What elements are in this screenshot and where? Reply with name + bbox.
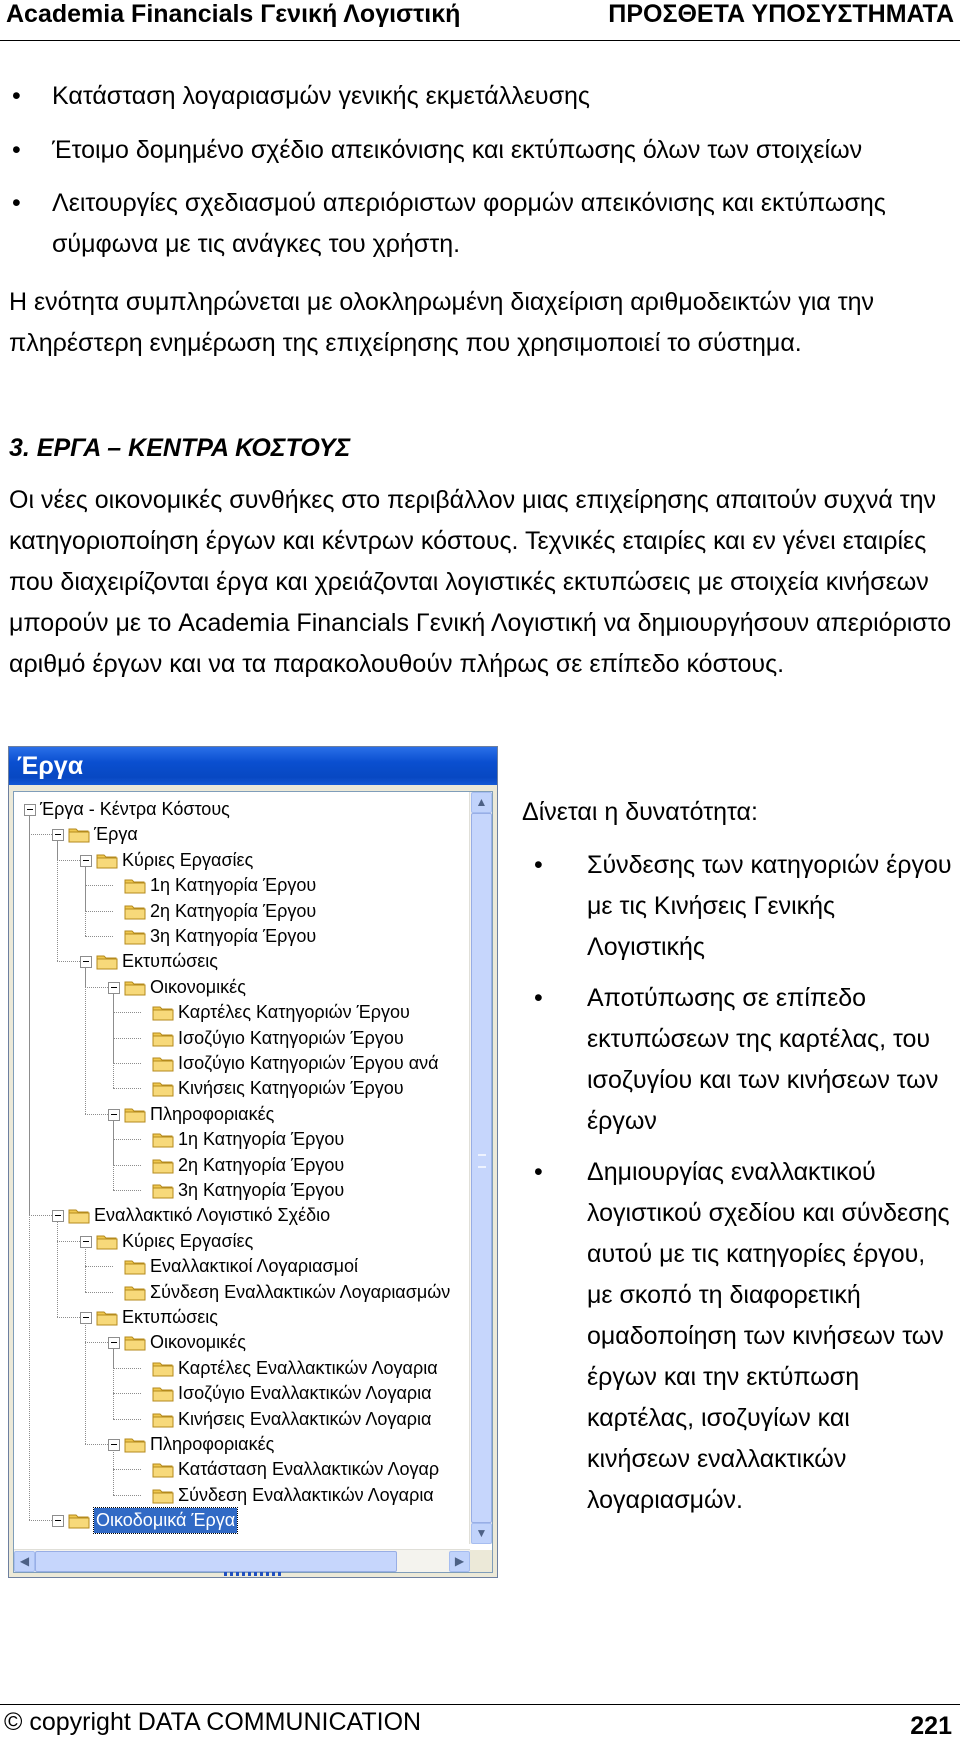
tree-node[interactable] bbox=[14, 1356, 470, 1381]
list-item-text: Αποτύπωσης σε επίπεδο εκτυπώσεων της καρτέλας, του ισοζυγίου και των κινήσεων των έργων bbox=[587, 984, 939, 1135]
tree-node-label: Καρτέλες Εναλλακτικών Λογαρια bbox=[178, 1357, 438, 1378]
window-title: Έργα bbox=[9, 747, 497, 785]
folder-icon bbox=[152, 1359, 174, 1376]
tree-node[interactable] bbox=[14, 1432, 470, 1457]
tree-node-label: 1η Κατηγορία Έργου bbox=[150, 875, 317, 896]
folder-icon bbox=[68, 825, 90, 842]
folder-icon bbox=[124, 1105, 146, 1122]
header-section: ΠΡΟΣΘΕΤΑ ΥΠΟΣΥΣΤΗΜΑΤΑ bbox=[608, 0, 954, 28]
tree-node-label: 2η Κατηγορία Έργου bbox=[178, 1154, 345, 1175]
tree-node[interactable] bbox=[14, 797, 470, 822]
collapse-icon[interactable] bbox=[108, 1439, 120, 1451]
tree-node-label: Οικοδομικά Έργα bbox=[94, 1508, 237, 1533]
list-item bbox=[522, 978, 952, 1142]
scroll-down-button[interactable] bbox=[471, 1523, 492, 1544]
section-title: 3. ΕΡΓΑ – ΚΕΝΤΡΑ ΚΟΣΤΟΥΣ bbox=[9, 434, 351, 462]
tree-node[interactable] bbox=[14, 873, 470, 898]
tree-node-label: Σύνδεση Εναλλακτικών Λογαριασμών bbox=[150, 1281, 451, 1302]
tree-node[interactable] bbox=[14, 822, 470, 847]
folder-icon bbox=[96, 851, 118, 868]
folder-icon bbox=[124, 927, 146, 944]
page-number: 221 bbox=[910, 1712, 952, 1740]
collapse-icon[interactable] bbox=[80, 1236, 92, 1248]
tree-node-label: Κινήσεις Κατηγοριών Έργου bbox=[178, 1078, 404, 1099]
tree-node[interactable] bbox=[14, 924, 470, 949]
folder-icon bbox=[68, 1206, 90, 1223]
folder-icon bbox=[96, 1232, 118, 1249]
folder-icon bbox=[124, 902, 146, 919]
tree-node[interactable] bbox=[14, 1076, 470, 1101]
page-footer bbox=[0, 1704, 960, 1741]
tree-node[interactable] bbox=[14, 1381, 470, 1406]
tree-node-label: Έργα - Κέντρα Κόστους bbox=[40, 799, 230, 819]
folder-icon bbox=[152, 1029, 174, 1046]
features-intro: Δίνεται η δυνατότητα: bbox=[522, 798, 758, 826]
resize-grip-icon bbox=[224, 1572, 284, 1576]
folder-icon bbox=[124, 876, 146, 893]
collapse-icon[interactable] bbox=[24, 804, 36, 816]
tree-node[interactable] bbox=[14, 949, 470, 974]
folder-icon bbox=[124, 1283, 146, 1300]
tree-node-label: 2η Κατηγορία Έργου bbox=[150, 900, 317, 921]
list-item-text: Σύνδεσης των κατηγοριών έργου με τις Κινήσεις Γενικής Λογιστικής bbox=[587, 851, 952, 961]
list-item bbox=[0, 130, 960, 171]
tree-node[interactable] bbox=[14, 1330, 470, 1355]
tree-node[interactable] bbox=[14, 1305, 470, 1330]
chevron-left-icon: ◀ bbox=[19, 1554, 30, 1568]
collapse-icon[interactable] bbox=[108, 1337, 120, 1349]
folder-icon bbox=[68, 1511, 90, 1528]
bullet-icon: • bbox=[534, 984, 543, 1012]
folder-icon bbox=[152, 1079, 174, 1096]
features-column bbox=[522, 792, 952, 1531]
list-item-text: Κατάσταση λογαριασμών γενικής εκμετάλλευσης bbox=[52, 82, 590, 110]
tree-connector bbox=[57, 840, 58, 961]
tree-node-label: Εκτυπώσεις bbox=[122, 951, 218, 972]
scroll-thumb-horizontal[interactable] bbox=[35, 1551, 397, 1572]
tree-connector bbox=[85, 967, 86, 1113]
folder-icon bbox=[152, 1003, 174, 1020]
tree-node[interactable] bbox=[14, 1026, 470, 1051]
tree-node-label: Οικονομικές bbox=[150, 976, 246, 997]
bullet-icon: • bbox=[534, 851, 543, 879]
chevron-down-icon: ▼ bbox=[475, 1526, 488, 1540]
tree-node[interactable] bbox=[14, 1051, 470, 1076]
tree-node[interactable] bbox=[14, 1407, 470, 1432]
tree-node[interactable] bbox=[14, 1508, 470, 1533]
folder-icon bbox=[152, 1384, 174, 1401]
list-item-text: Έτοιμο δομημένο σχέδιο απεικόνισης και εκτύπωσης όλων των στοιχείων bbox=[52, 136, 863, 164]
tree-connector bbox=[29, 815, 30, 1520]
tree-node[interactable] bbox=[14, 975, 470, 1000]
chevron-up-icon: ▲ bbox=[475, 795, 488, 809]
tree-node[interactable] bbox=[14, 1229, 470, 1254]
tree-node-label: Εκτυπώσεις bbox=[122, 1307, 218, 1327]
window-resize-bar[interactable] bbox=[9, 1571, 497, 1577]
bullet-icon: • bbox=[12, 82, 21, 110]
projects-window bbox=[8, 746, 498, 1578]
tree-node-label: Πληροφοριακές bbox=[150, 1103, 275, 1124]
folder-icon bbox=[152, 1410, 174, 1427]
paragraph-ratios: Η ενότητα συμπληρώνεται με ολοκληρωμένη διαχείριση αριθμοδεικτών για την πληρέστερη ενημέρωση της επιχείρησης που χρησιμοποιεί το σύστημα. bbox=[9, 288, 874, 357]
tree-view[interactable] bbox=[13, 791, 493, 1573]
collapse-icon[interactable] bbox=[80, 1312, 92, 1324]
vertical-scrollbar[interactable] bbox=[469, 792, 492, 1544]
list-item bbox=[0, 183, 960, 265]
tree-canvas bbox=[14, 792, 470, 1544]
tree-node-label: 3η Κατηγορία Έργου bbox=[150, 926, 317, 946]
page-header bbox=[0, 0, 960, 41]
top-bullet-list bbox=[0, 76, 960, 278]
folder-icon bbox=[152, 1486, 174, 1503]
tree-node[interactable] bbox=[14, 1254, 470, 1279]
tree-node-label: Εναλλακτικοί Λογαριασμοί bbox=[150, 1256, 359, 1277]
tree-connector bbox=[113, 993, 114, 1089]
folder-icon bbox=[152, 1460, 174, 1477]
tree-node[interactable] bbox=[14, 848, 470, 873]
tree-connector bbox=[57, 1221, 58, 1317]
tree-node-label: Κύριες Εργασίες bbox=[122, 1230, 254, 1251]
collapse-icon[interactable] bbox=[108, 1109, 120, 1121]
collapse-icon[interactable] bbox=[52, 1210, 64, 1222]
bullet-icon: • bbox=[12, 189, 21, 217]
tree-node[interactable] bbox=[14, 1280, 470, 1305]
tree-node-label: Πληροφοριακές bbox=[150, 1434, 275, 1454]
tree-node[interactable] bbox=[14, 1102, 470, 1127]
tree-node[interactable] bbox=[14, 1203, 470, 1228]
folder-icon bbox=[152, 1156, 174, 1173]
list-item-text: Δημιουργίας εναλλακτικού λογιστικού σχεδίου και σύνδεσης αυτού με τις κατηγορίες έργου, με σκοπό τη διαφορετική ομαδοποίηση των κινήσεων των έργων και την εκτύπωση καρτέλας, ισοζυγίων και κινήσεων εναλλακτικών λογαριασμών. bbox=[587, 1158, 950, 1514]
tree-node-label: Έργα bbox=[94, 824, 138, 845]
tree-node-label: Οικονομικές bbox=[150, 1332, 246, 1353]
scroll-thumb[interactable] bbox=[471, 813, 492, 1523]
tree-node-label: Κύριες Εργασίες bbox=[122, 849, 254, 870]
scroll-up-button[interactable] bbox=[471, 792, 492, 813]
list-item bbox=[522, 845, 952, 968]
paragraph-projects: Οι νέες οικονομικές συνθήκες στο περιβάλλον μιας επιχείρησης απαιτούν συχνά την κατηγοριοποίηση έργων και κέντρων κόστους. Τεχνικές εταιρίες και εν γένει εταιρίες που διαχειρίζονται έργα και χρειάζονται λογιστικές εκτυπώσεις με στοιχεία κινήσεων μπορούν με το Academia Financials Γενική Λογιστική να δημιουργήσουν απεριόριστο αριθμό έργων και να τα παρακολουθούν πλήρως σε επίπεδο κόστους. bbox=[9, 486, 952, 678]
folder-icon bbox=[152, 1130, 174, 1147]
collapse-icon[interactable] bbox=[80, 956, 92, 968]
list-item-text: Λειτουργίες σχεδιασμού απεριόριστων φορμών απεικόνισης και εκτύπωσης σύμφωνα με τις ανάγκες του χρήστη. bbox=[52, 189, 886, 258]
folder-icon bbox=[96, 1308, 118, 1325]
folder-icon bbox=[96, 952, 118, 969]
tree-node[interactable] bbox=[14, 1153, 470, 1178]
copyright-text: © copyright DATA COMMUNICATION bbox=[4, 1708, 422, 1736]
folder-icon bbox=[124, 1435, 146, 1452]
tree-node-label: Καρτέλες Κατηγοριών Έργου bbox=[178, 1002, 410, 1023]
tree-node-label: Εναλλακτικό Λογιστικό Σχέδιο bbox=[94, 1205, 331, 1226]
scroll-right-button[interactable] bbox=[449, 1551, 470, 1572]
collapse-icon[interactable] bbox=[108, 982, 120, 994]
tree-node[interactable] bbox=[14, 1000, 470, 1025]
chevron-right-icon: ▶ bbox=[454, 1554, 465, 1568]
tree-node-label: 1η Κατηγορία Έργου bbox=[178, 1129, 345, 1150]
bullet-icon: • bbox=[12, 136, 21, 164]
tree-node[interactable] bbox=[14, 899, 470, 924]
tree-node-label: Ισοζύγιο Κατηγοριών Έργου ανά bbox=[178, 1053, 439, 1073]
scroll-corner bbox=[470, 1550, 492, 1572]
folder-icon bbox=[124, 978, 146, 995]
tree-node-label: Κατάσταση Εναλλακτικών Λογαρ bbox=[178, 1459, 440, 1480]
scroll-left-button[interactable] bbox=[14, 1551, 35, 1572]
folder-icon bbox=[152, 1054, 174, 1071]
header-title: Academia Financials Γενική Λογιστική bbox=[6, 0, 461, 28]
tree-node[interactable] bbox=[14, 1483, 470, 1508]
tree-node[interactable] bbox=[14, 1457, 470, 1482]
tree-node-label: Σύνδεση Εναλλακτικών Λογαρια bbox=[178, 1484, 434, 1505]
tree-connector bbox=[85, 1323, 86, 1444]
tree-node-label: Κινήσεις Εναλλακτικών Λογαρια bbox=[178, 1408, 432, 1429]
list-item bbox=[0, 76, 960, 117]
collapse-icon[interactable] bbox=[52, 1515, 64, 1527]
collapse-icon[interactable] bbox=[80, 855, 92, 867]
bullet-icon: • bbox=[534, 1158, 543, 1186]
folder-icon bbox=[124, 1257, 146, 1274]
tree-node-label: 3η Κατηγορία Έργου bbox=[178, 1180, 345, 1200]
folder-icon bbox=[152, 1181, 174, 1198]
horizontal-scrollbar[interactable] bbox=[14, 1549, 470, 1572]
tree-node[interactable] bbox=[14, 1178, 470, 1203]
grip-icon bbox=[478, 1154, 486, 1168]
tree-node-label: Ισοζύγιο Κατηγοριών Έργου bbox=[178, 1027, 404, 1048]
collapse-icon[interactable] bbox=[52, 829, 64, 841]
folder-icon bbox=[124, 1333, 146, 1350]
list-item bbox=[522, 1152, 952, 1521]
tree-node-label: Ισοζύγιο Εναλλακτικών Λογαρια bbox=[178, 1383, 432, 1404]
tree-node[interactable] bbox=[14, 1127, 470, 1152]
